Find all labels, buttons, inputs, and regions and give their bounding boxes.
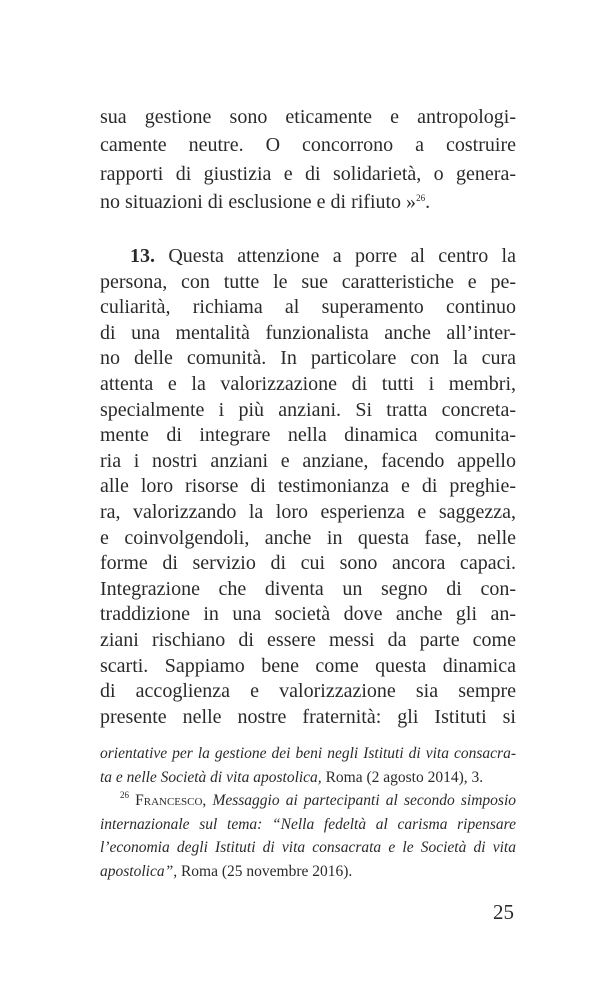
text-line: ria i nostri anziani e anziane, facendo appello xyxy=(100,449,516,472)
text-line: traddizione in una società dove anche gli an- xyxy=(100,603,516,626)
text-line: presente nelle nostre fraternità: gli Istituti si xyxy=(100,705,516,728)
text-line: scarti. Sappiamo bene come questa dinamica xyxy=(100,654,516,677)
text-line xyxy=(100,188,516,216)
text-line: forme di servizio di cui sono ancora capaci. xyxy=(100,552,516,575)
footnote-line: orientative per la gestione dei beni negli Istituti di vita consacra- xyxy=(100,745,516,762)
footnote-line xyxy=(100,860,516,884)
text-line: camente neutre. O concorrono a costruire xyxy=(100,134,516,157)
text-line: persona, con tutte le sue caratteristiche e pe- xyxy=(100,270,516,293)
footnote-line xyxy=(100,766,516,790)
paragraph-continued xyxy=(100,103,516,217)
text-line: Integrazione che diventa un segno di con- xyxy=(100,577,516,600)
text-line: ra, valorizzando la loro esperienza e saggezza, xyxy=(100,500,516,523)
text-line: alle loro risorse di testimonianza e di preghie- xyxy=(100,475,516,498)
text-line: mente di integrare nella dinamica comunita- xyxy=(100,424,516,447)
punct: . xyxy=(425,191,431,214)
footnote-line: internazionale sul tema: “Nella fedeltà al carisma ripensare xyxy=(100,815,516,833)
text: Questa attenzione a porre al centro la xyxy=(168,245,516,267)
paragraph-number: 13. xyxy=(130,245,155,267)
footnote-line: l’economia degli Istituti di vita consacrata e le Società di vita xyxy=(100,839,516,856)
text: no situazioni di esclusione e di rifiuto » xyxy=(100,191,417,214)
text: apostolica”, xyxy=(100,862,178,880)
paragraph-13 xyxy=(100,244,516,730)
text: Roma (25 novembre 2016). xyxy=(177,862,353,880)
text: ta e nelle Società di vita apostolica, xyxy=(100,768,322,786)
text-line: di accoglienza e valorizzazione sia sempre xyxy=(100,680,516,703)
text-line: attenta e la valorizzazione di tutti i membri, xyxy=(100,372,516,395)
footnote-ref[interactable]: 26 xyxy=(416,193,426,204)
text: Roma (2 agosto 2014), 3. xyxy=(321,768,484,786)
text: Messaggio ai partecipanti al secondo simposio xyxy=(212,792,517,809)
footnotes xyxy=(100,742,516,883)
page-number: 25 xyxy=(493,900,514,924)
text-line: e coinvolgendoli, anche in questa fase, nelle xyxy=(100,526,516,549)
text-line xyxy=(100,244,516,270)
author: Francesco, xyxy=(135,792,207,809)
paragraph-13-lines xyxy=(100,270,516,731)
text-line: ziani rischiano di essere messi da parte come xyxy=(100,628,516,651)
text-line: rapporti di giustizia e di solidarietà, o genera- xyxy=(100,162,516,185)
footnote-number: 26 xyxy=(120,790,129,800)
text-line: sua gestione sono eticamente e antropologi- xyxy=(100,106,516,128)
text-line: culiarità, richiama al superamento continuo xyxy=(100,296,516,319)
text-line: no delle comunità. In particolare con la cura xyxy=(100,347,516,370)
footnote-line xyxy=(100,789,516,813)
text-line: specialmente i più anziani. Si tratta concreta- xyxy=(100,398,516,421)
text-line: di una mentalità funzionalista anche all’inter- xyxy=(100,321,516,344)
